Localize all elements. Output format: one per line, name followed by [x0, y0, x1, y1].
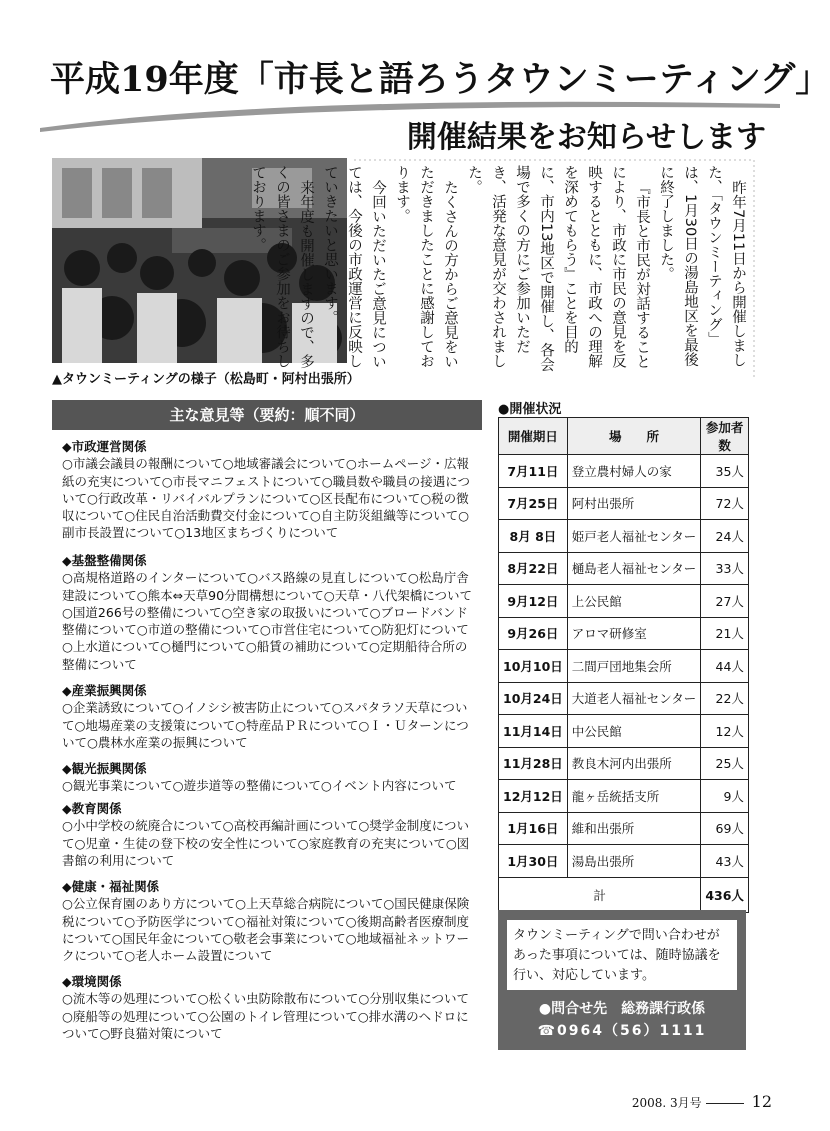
attendance-cell: 24人 [701, 520, 749, 553]
opinion-section-education [62, 800, 478, 869]
attendance-cell: 9人 [701, 780, 749, 813]
intro-paragraph: 昨年7月11日から開催しました、「タウンミーティング」は、1月30日の湯島地区を最後に終了しました。 [658, 165, 746, 367]
table-row [499, 552, 749, 585]
section-title: ◆基盤整備関係 [62, 553, 147, 568]
intro-paragraph: 来年度も開催しますので、多くの皆さまのご参加をお待ちしております。 [250, 165, 314, 368]
page-subtitle: 開催結果をお知らせします [406, 120, 766, 155]
total-label: 計 [499, 877, 701, 912]
venue-cell: 龍ヶ岳統括支所 [567, 780, 701, 813]
date-cell: 7月25日 [499, 487, 568, 520]
date-cell: 11月28日 [499, 747, 568, 780]
contact-department: ●問合せ先 総務課行政係 [538, 1001, 706, 1017]
schedule-table [498, 417, 749, 913]
section-title: ◆観光振興関係 [62, 761, 147, 776]
table-header-row [499, 418, 749, 455]
venue-cell: アロマ研修室 [567, 617, 701, 650]
date-cell: 1月16日 [499, 812, 568, 845]
table-row [499, 617, 749, 650]
table-row [499, 715, 749, 748]
venue-cell: 上公民館 [567, 585, 701, 618]
intro-paragraph: たくさんの方からご意見をいただきましたことに感謝しております。 [394, 165, 458, 368]
contact-phone: ☎0964（56）1111 [537, 1023, 707, 1039]
page-title: 平成19年度「市長と語ろうタウンミーティング」 [50, 59, 830, 100]
date-cell: 12月12日 [499, 780, 568, 813]
venue-cell: 姫戸老人福祉センター [567, 520, 701, 553]
section-text: ○高規格道路のインターについて○バス路線の見直しについて○松島庁舎建設について○熊本⇔天草90分間構想について○天草・八代架橋について○国道266号の整備について○空き家の取扱いについて○ブロードバンド整備について○市道の整備について○市営住宅について○防犯灯について○上水道について○樋門について○船賃の補助について○定期船待合所の整備について [62, 570, 472, 672]
venue-cell: 中公民館 [567, 715, 701, 748]
section-text: ○市議会議員の報酬について○地域審議会について○ホームページ・広報紙の充実について○市長マニフェストについて○職員数や職員の接遇について○行政改革・リバイバルプランについて○区長配布について○税の徴収について○住民自治活動費交付金について○自主防災組織等について○副市長設置について○13地区まちづくりについて [62, 456, 470, 541]
opinion-section-industry [62, 682, 478, 751]
venue-cell: 湯島出張所 [567, 845, 701, 878]
section-title: ◆産業振興関係 [62, 683, 147, 698]
section-title: ◆健康・福祉関係 [62, 879, 160, 894]
date-cell: 11月14日 [499, 715, 568, 748]
intro-text [250, 165, 750, 375]
attendance-cell: 69人 [701, 812, 749, 845]
table-row [499, 682, 749, 715]
page-number: 12 [751, 1092, 772, 1111]
attendance-cell: 12人 [701, 715, 749, 748]
page-footer [632, 1092, 772, 1111]
attendance-cell: 27人 [701, 585, 749, 618]
attendance-cell: 72人 [701, 487, 749, 520]
venue-cell: 樋島老人福祉センター [567, 552, 701, 585]
venue-cell: 教良木河内出張所 [567, 747, 701, 780]
intro-paragraph: 『市長と市民が対話することにより、市政に市民の意見を反映するとともに、市政への理解を深めてもらう』ことを目的に、市内13地区で開催し、各会場で多くの方にご参加いただき、活発な意見が交わされました。 [466, 165, 650, 372]
table-row [499, 585, 749, 618]
date-cell: 10月10日 [499, 650, 568, 683]
attendance-cell: 25人 [701, 747, 749, 780]
column-header: 開催期日 [499, 418, 568, 455]
total-value: 436人 [701, 877, 749, 912]
attendance-cell: 44人 [701, 650, 749, 683]
venue-cell: 阿村出張所 [567, 487, 701, 520]
column-header: 参加者数 [701, 418, 749, 455]
date-cell: 8月22日 [499, 552, 568, 585]
section-title: ◆環境関係 [62, 974, 122, 989]
intro-paragraph: 今回いただいたご意見については、今後の市政運営に反映していきたいと思います。 [322, 165, 386, 368]
date-cell: 1月30日 [499, 845, 568, 878]
section-title: ◆市政運営関係 [62, 439, 147, 454]
table-row [499, 520, 749, 553]
date-cell: 8月 8日 [499, 520, 568, 553]
table-row [499, 455, 749, 488]
table-row [499, 845, 749, 878]
contact-note: タウンミーティングで問い合わせがあった事項については、随時協議を行い、対応しています。 [507, 920, 737, 990]
section-title: ◆教育関係 [62, 801, 122, 816]
section-text: ○小中学校の統廃合について○高校再編計画について○奨学金制度について○児童・生徒の登下校の安全性について○家庭教育の充実について○図書館の利用について [62, 818, 470, 868]
date-cell: 9月12日 [499, 585, 568, 618]
date-cell: 9月26日 [499, 617, 568, 650]
issue-label: 2008. 3月号 [631, 1096, 702, 1110]
venue-cell: 維和出張所 [567, 812, 701, 845]
photo-caption: ▲タウンミーティングの様子（松島町・阿村出張所） [52, 372, 360, 387]
attendance-cell: 43人 [701, 845, 749, 878]
attendance-cell: 33人 [701, 552, 749, 585]
opinion-section-infrastructure [62, 552, 478, 673]
table-row [499, 747, 749, 780]
opinion-section-admin [62, 438, 478, 542]
section-text: ○観光事業について○遊歩道等の整備について○イベント内容について [62, 778, 457, 794]
section-text: ○流木等の処理について○松くい虫防除散布について○分別収集について○廃船等の処理について○公園のトイレ管理について○排水溝のヘドロについて○野良猫対策について [62, 991, 469, 1041]
table-row [499, 487, 749, 520]
section-text: ○公立保育園のあり方について○上天草総合病院について○国民健康保険税について○予防医学について○福祉対策について○後期高齢者医療制度について○国民年金について○敬老会事業について○地域福祉ネットワークについて○老人ホーム設置について [62, 896, 470, 964]
opinions-heading: 主な意見等（要約：順不同） [52, 400, 482, 430]
table-row [499, 812, 749, 845]
opinion-section-tourism [62, 760, 478, 795]
table-row [499, 780, 749, 813]
attendance-cell: 35人 [701, 455, 749, 488]
table-row [499, 650, 749, 683]
opinion-section-health [62, 878, 478, 964]
venue-cell: 大道老人福祉センター [567, 682, 701, 715]
footer-rule [706, 1103, 744, 1104]
date-cell: 10月24日 [499, 682, 568, 715]
date-cell: 7月11日 [499, 455, 568, 488]
attendance-cell: 21人 [701, 617, 749, 650]
venue-cell: 二間戸団地集会所 [567, 650, 701, 683]
total-row [499, 877, 749, 912]
section-text: ○企業誘致について○イノシシ被害防止について○スパタラソ天草について○地場産業の支援策について○特産品ＰＲについて○Ｉ・Ｕターンについて○農林水産業の振興について [62, 700, 469, 750]
opinion-section-environment [62, 973, 478, 1042]
venue-cell: 登立農村婦人の家 [567, 455, 701, 488]
schedule-title: ●開催状況 [498, 402, 562, 417]
column-header: 場 所 [567, 418, 701, 455]
attendance-cell: 22人 [701, 682, 749, 715]
